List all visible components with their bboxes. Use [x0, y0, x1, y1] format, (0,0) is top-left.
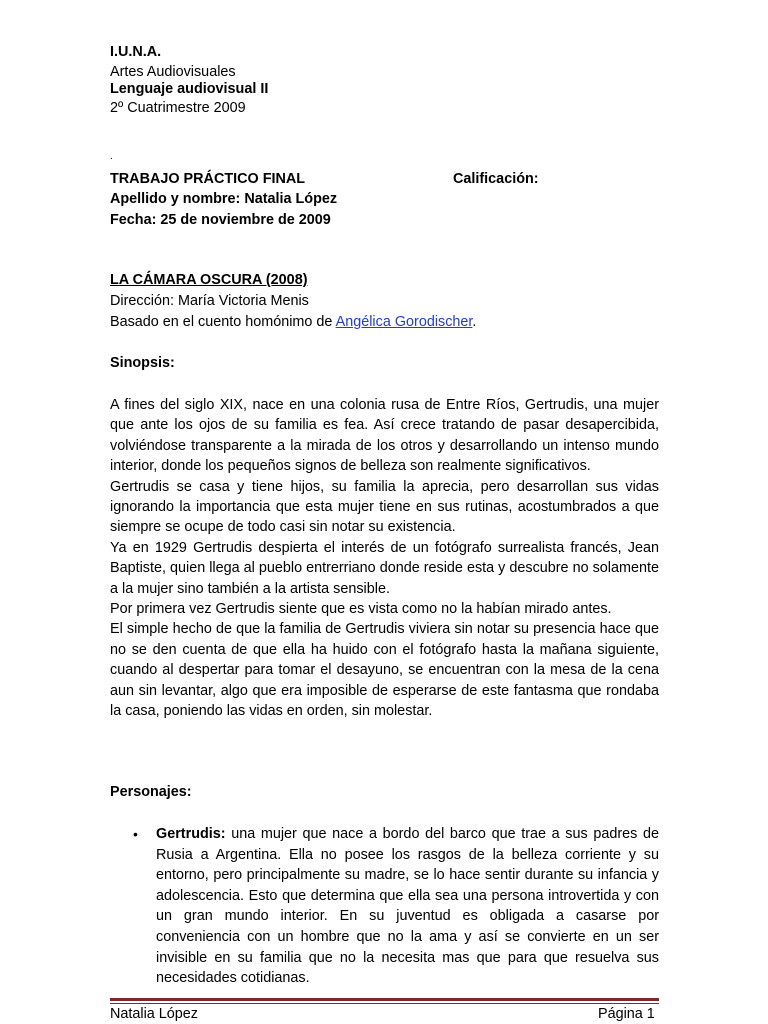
synopsis-paragraph: El simple hecho de que la familia de Gertrudis viviera sin notar su presencia hace que no se den cuenta de que ella ha huido con el fotógrafo hasta la mañana siguiente, cuando al despertar para tomar el desayuno, se encuentran con la mesa de la cena aun sin levantar, algo que era imposible de esperarse de este fantasma que rondaba la casa, poniendo las vidas en orden, sin molestar. [110, 621, 659, 720]
page-number: Página 1 [598, 1006, 655, 1022]
character-name: Gertrudis: [156, 826, 226, 842]
bullet-marker: • [133, 826, 138, 842]
character-item [156, 824, 659, 989]
synopsis-paragraph: A fines del siglo XIX, nace en una colonia rusa de Entre Ríos, Gertrudis, una mujer que ante los ojos de su familia es fea. Así crece tratando de pasar desapercibida, volviéndose transparente a la mirada de los otros y desarrollando un intenso mundo interior, donde los pequeños signos de belleza son realmente significativos. [110, 397, 659, 475]
film-direction: Dirección: María Victoria Menis [110, 293, 309, 309]
footer-rule-thick [110, 998, 659, 1001]
assignment-title: TRABAJO PRÁCTICO FINAL [110, 171, 306, 187]
department-name: Artes Audiovisuales [110, 64, 236, 80]
based-on-suffix: . [472, 314, 477, 330]
footer-rule-thin [110, 1003, 659, 1004]
characters-heading: Personajes: [110, 784, 192, 800]
term: 2º Cuatrimestre 2009 [110, 100, 246, 116]
synopsis-paragraph: Ya en 1929 Gertrudis despierta el interés de un fotógrafo surrealista francés, Jean Baptiste, quien llega al pueblo entrerriano donde reside esta y descubre no solamente a la mujer sino también a la artista sensible. [110, 539, 659, 597]
character-description: una mujer que nace a bordo del barco que trae a sus padres de Rusia a Argentina. Ella no posee los rasgos de la belleza corriente y su entorno, pero principalmente su madre, se lo hace sentir durante su infancia y adolescencia. Esto que determina que ella sea una persona introvertida y con un gran mundo interior. En su juventud es obligada a casarse por conveniencia con un hombre que no la ama y así se convierte en un ser invisible en su familia que no la necesita mas que para que resuelva sus necesidades cotidianas. [156, 826, 659, 987]
course-name: Lenguaje audiovisual II [110, 81, 269, 97]
grade-label: Calificación: [453, 171, 539, 187]
film-title: LA CÁMARA OSCURA (2008) [110, 272, 308, 288]
based-on-prefix: Basado en el cuento homónimo de [110, 314, 336, 330]
author-link[interactable]: Angélica Gorodischer [335, 314, 473, 330]
synopsis-body [110, 395, 659, 722]
film-based-on [110, 314, 476, 330]
synopsis-paragraph: Gertrudis se casa y tiene hijos, su familia la aprecia, pero desarrollan sus vidas ignorando la importancia que esta mujer tiene en sus rutinas, acostumbrados a que siempre se ocupe de todo casi sin notar su existencia. [110, 478, 659, 536]
stray-dot: . [110, 151, 113, 162]
footer-author: Natalia López [110, 1006, 199, 1022]
institution-name: I.U.N.A. [110, 44, 162, 60]
assignment-date: Fecha: 25 de noviembre de 2009 [110, 212, 331, 228]
synopsis-paragraph: Por primera vez Gertrudis siente que es vista como no la habían mirado antes. [110, 601, 612, 618]
student-name: Apellido y nombre: Natalia López [110, 191, 338, 207]
synopsis-heading: Sinopsis: [110, 355, 175, 371]
